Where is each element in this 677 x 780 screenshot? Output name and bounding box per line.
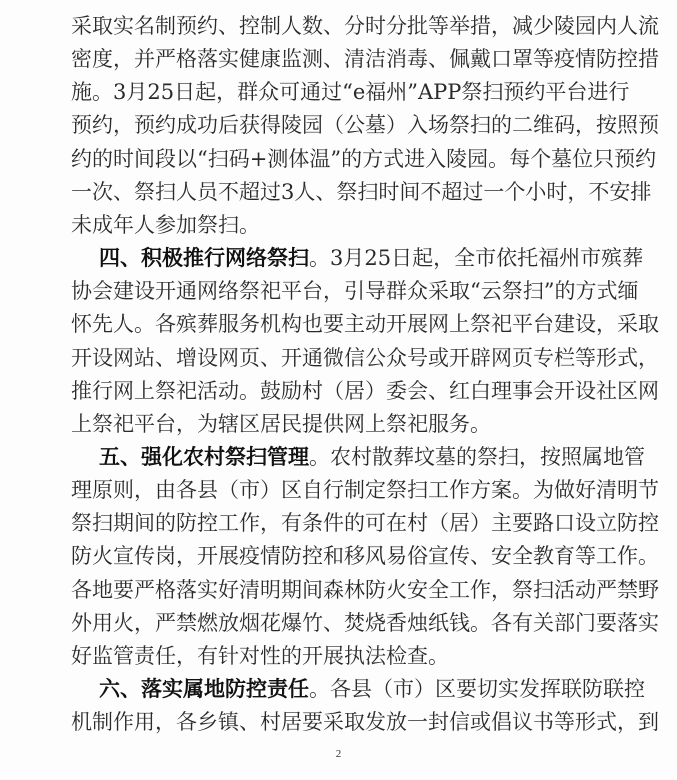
line-text: 一次、祭扫人员不超过3人、祭扫时间不超过一个小时，不安排	[71, 179, 652, 204]
line-text: 约的时间段以“扫码+测体温”的方式进入陵园。每个墓位只预约	[71, 146, 657, 171]
text-line	[71, 607, 659, 640]
section-heading: 六、落实属地防控责任	[99, 677, 309, 701]
text-line	[71, 109, 659, 142]
text-line	[71, 176, 652, 209]
text-line	[71, 143, 657, 176]
line-text: 防火宣传岗，开展疫情防控和移风易俗宣传、安全教育等工作。	[71, 544, 659, 569]
section-heading: 五、强化农村祭扫管理	[99, 444, 309, 469]
line-text: 。3月25日起，全市依托福州市殡葬	[309, 246, 644, 271]
line-text: 外用火，严禁燃放烟花爆竹、焚烧香烛纸钱。各有关部门要落实	[71, 610, 659, 635]
line-text: 协会建设开通网络祭祀平台，引导群众采取“云祭扫”的方式缅	[71, 279, 639, 304]
text-line	[71, 43, 659, 76]
line-text: 祭扫期间的防控工作，有条件的可在村（居）主要路口设立防控	[71, 511, 659, 536]
text-line	[71, 574, 659, 607]
line-text: 各地要严格落实好清明期间森林防火安全工作，祭扫活动严禁野	[71, 577, 659, 602]
line-text: 理原则，由各县（市）区自行制定祭扫工作方案。为做好清明节	[71, 478, 659, 503]
text-line	[71, 375, 659, 408]
line-text: 开设网站、增设网页、开通微信公众号或开辟网页专栏等形式，	[71, 345, 659, 370]
line-text: 密度，并严格落实健康监测、清洁消毒、佩戴口罩等疫情防控措	[71, 47, 659, 72]
line-text: 采取实名制预约、控制人数、分时分批等举措，减少陵园内人流	[71, 14, 659, 38]
line-text: 上祭祀平台，为辖区居民提供网上祭祀服务。	[71, 411, 491, 436]
text-line	[71, 474, 659, 507]
text-line	[71, 10, 659, 43]
text-line	[99, 441, 645, 474]
text-line	[71, 275, 639, 308]
line-text: 好监管责任，有针对性的开展执法检查。	[71, 643, 449, 668]
line-text: 。各县（市）区要切实发挥联防联控	[309, 677, 645, 701]
line-text: 施。3月25日起，群众可通过“e福州”APP祭扫预约平台进行	[71, 80, 630, 105]
text-line	[71, 308, 659, 341]
text-line	[71, 408, 601, 441]
line-text: 机制作用，各乡镇、村居要采取发放一封信或倡议书等形式，到	[71, 710, 659, 735]
text-line	[71, 507, 659, 540]
section-heading: 四、积极推行网络祭扫	[99, 246, 309, 271]
text-line	[71, 76, 630, 109]
text-line	[71, 640, 601, 673]
line-text: 推行网上祭祀活动。鼓励村（居）委会、红白理事会开设社区网	[71, 378, 659, 403]
text-line	[71, 706, 659, 739]
line-text: 。农村散葬坟墓的祭扫，按照属地管	[309, 444, 645, 469]
text-line	[71, 540, 659, 573]
page-number: 2	[335, 748, 342, 760]
text-line	[99, 242, 644, 275]
line-text: 怀先人。各殡葬服务机构也要主动开展网上祭祀平台建设，采取	[71, 312, 659, 337]
text-line	[71, 209, 601, 242]
line-text: 未成年人参加祭扫。	[71, 212, 260, 237]
line-text: 预约，预约成功后获得陵园（公墓）入场祭扫的二维码，按照预	[71, 113, 659, 138]
text-line	[99, 673, 645, 706]
text-line	[71, 342, 659, 375]
